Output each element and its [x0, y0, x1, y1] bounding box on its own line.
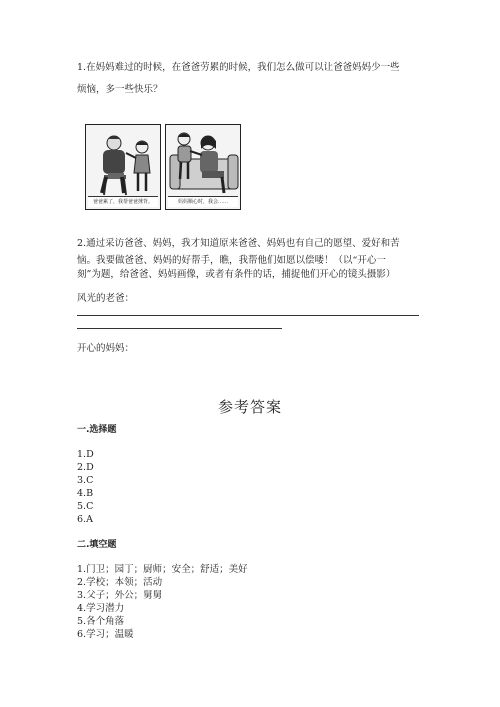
illustration-caption-left: 爸爸累了，我帮爸爸捶背。 — [88, 196, 158, 207]
question-2-line-1: 2.通过采访爸爸、妈妈，我才知道原来爸爸、妈妈也有自己的愿望、爱好和苦 — [77, 238, 400, 249]
answer-line-1 — [77, 315, 419, 316]
answer-item: 2.D — [77, 462, 94, 473]
answer-item: 1.D — [77, 449, 94, 460]
question-2-line-2: 恼。我要做爸爸、妈妈的好帮手，瞧，我帮他们如愿以偿喽！（以“开心一 — [77, 255, 386, 266]
answer-item: 3.C — [77, 475, 94, 486]
question-2-line-3: 刻”为题，给爸爸、妈妈画像，或者有条件的话，捕捉他们开心的镜头摄影） — [77, 269, 396, 280]
illustration-panel-right — [165, 124, 241, 210]
answer-item: 2.学校；本领；活动 — [77, 577, 163, 588]
answer-item: 6.A — [77, 514, 93, 525]
answer-item: 4.B — [77, 488, 94, 499]
mom-label: 开心的妈妈： — [77, 343, 135, 354]
question-1-line-1: 1.在妈妈难过的时候，在爸爸劳累的时候，我们怎么做可以让爸爸妈妈少一些 — [77, 62, 400, 73]
section-2-title: 二.填空题 — [77, 540, 117, 550]
answer-item: 5.各个角落 — [77, 616, 125, 627]
answer-item: 6.学习；温暖 — [77, 629, 134, 640]
answer-item: 3.父子；外公；舅舅 — [77, 590, 163, 601]
answer-item: 1.门卫；园丁；厨师；安全；舒适；美好 — [77, 564, 248, 575]
section-1-title: 一.选择题 — [77, 425, 117, 435]
mother-sofa-drawing — [166, 125, 241, 199]
illustration-caption-right: 妈妈顺心时，我会…… — [168, 196, 238, 207]
dad-label: 风光的老爸： — [77, 293, 135, 304]
father-massage-drawing — [86, 125, 161, 199]
answer-item: 4.学习潜力 — [77, 603, 125, 614]
answer-item: 5.C — [77, 501, 94, 512]
answers-title: 参考答案 — [217, 398, 282, 416]
answer-line-2 — [77, 328, 282, 329]
illustration-panel-left — [85, 124, 161, 210]
question-1-line-2: 烦恼，多一些快乐？ — [77, 84, 163, 95]
illustration — [85, 124, 241, 210]
